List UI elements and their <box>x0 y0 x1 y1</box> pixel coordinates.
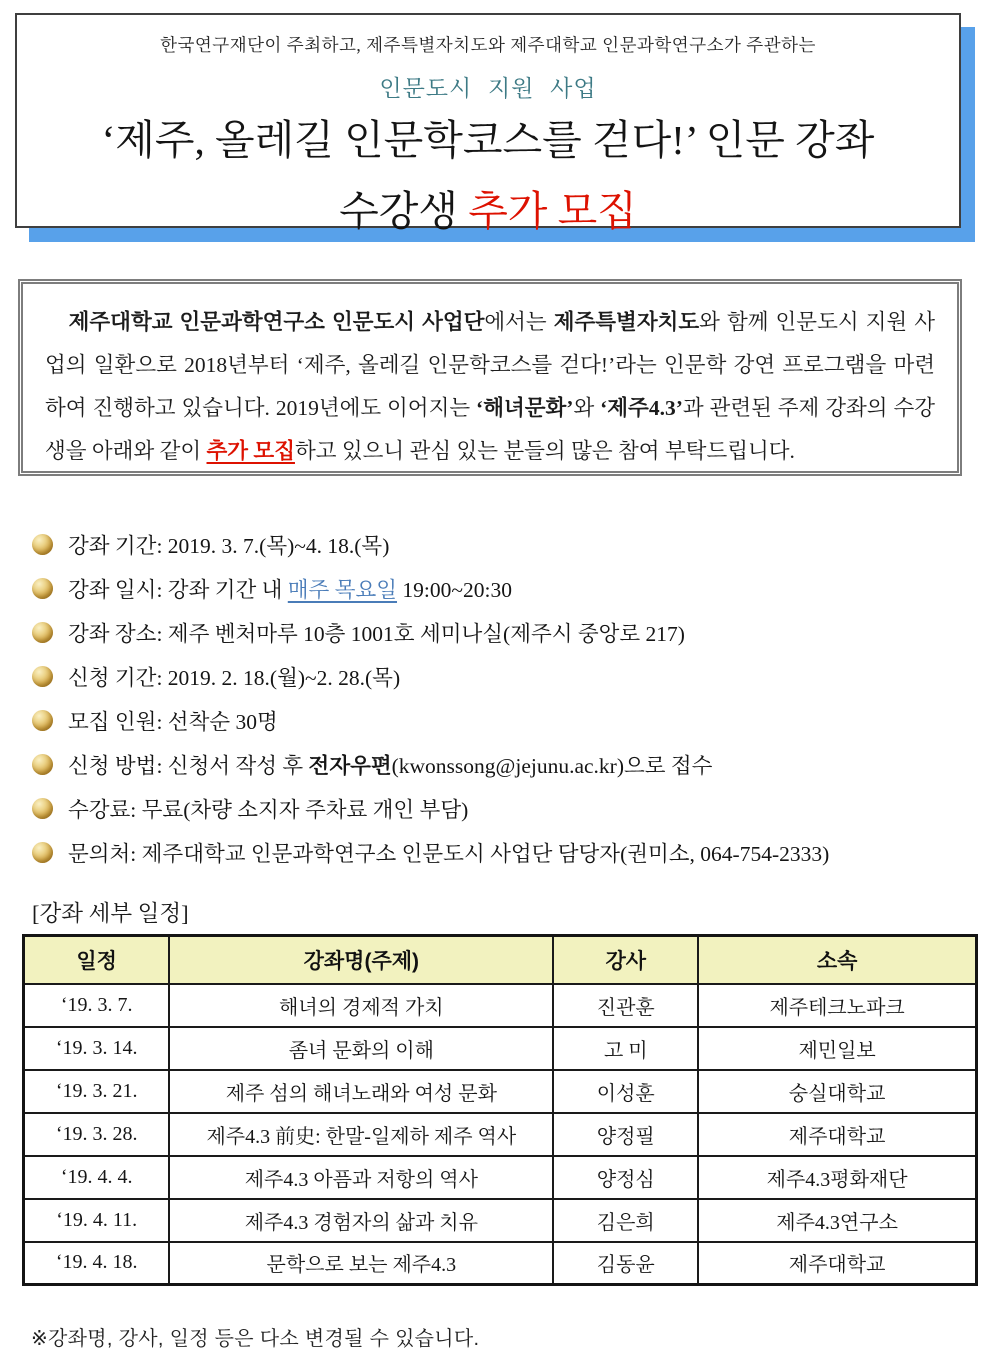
sub-title-red: 추가 모집 <box>468 188 637 234</box>
intro-segment: 제주대학교 인문과학연구소 인문도시 사업단 <box>68 310 485 334</box>
cell-lecturer: 양정필 <box>553 1113 698 1156</box>
cell-date: ‘19. 4. 18. <box>24 1242 170 1285</box>
table-row <box>24 1199 977 1242</box>
list-item-text: 문의처: 제주대학교 인문과학연구소 인문도시 사업단 담당자(권미소, 064-754-2333) <box>68 841 830 866</box>
gold-sphere-bullet-icon <box>32 534 53 555</box>
list-item-post: (kwonssong@jejunu.ac.kr)으로 접수 <box>391 753 713 778</box>
cell-lecturer: 이성훈 <box>553 1070 698 1113</box>
intro-segment: ‘제주4.3’ <box>600 396 683 420</box>
intro-segment-emphasis: 추가 모집 <box>206 439 295 463</box>
list-item-place <box>32 610 972 654</box>
cell-lecturer: 김은희 <box>553 1199 698 1242</box>
intro-segment: 과 관련된 주제 강좌의 수강생을 아래와 같이 <box>45 396 935 463</box>
cell-affiliation: 제주대학교 <box>698 1113 976 1156</box>
list-item-text <box>68 749 712 780</box>
cell-date: ‘19. 3. 21. <box>24 1070 170 1113</box>
list-item-apply-method <box>32 742 972 786</box>
gold-sphere-bullet-icon <box>32 666 53 687</box>
schedule-section-title: [강좌 세부 일정] <box>32 901 189 926</box>
cell-date: ‘19. 3. 14. <box>24 1027 170 1070</box>
list-item-period <box>32 522 972 566</box>
list-item-text: 신청 기간: 2019. 2. 18.(월)~2. 28.(목) <box>68 665 401 690</box>
list-item-contact <box>32 830 972 874</box>
list-item-datetime <box>32 566 972 610</box>
list-item-fee <box>32 786 972 830</box>
list-item-pre: 신청 방법: 신청서 작성 후 <box>68 753 309 778</box>
table-row <box>24 1156 977 1199</box>
cell-affiliation: 숭실대학교 <box>698 1070 976 1113</box>
cell-date: ‘19. 4. 11. <box>24 1199 170 1242</box>
column-header-lecturer: 강사 <box>553 936 698 984</box>
cell-date: ‘19. 4. 4. <box>24 1156 170 1199</box>
gold-sphere-bullet-icon <box>32 622 53 643</box>
header-banner <box>15 13 961 234</box>
course-info-list <box>32 522 972 874</box>
program-name: 인문도시 지원 사업 <box>379 76 597 101</box>
sub-title-black: 수강생 <box>339 188 469 234</box>
gold-sphere-bullet-icon <box>32 710 53 731</box>
cell-topic: 제주4.3 경험자의 삶과 치유 <box>169 1199 553 1242</box>
list-item-text: 강좌 장소: 제주 벤처마루 10층 1001호 세미나실(제주시 중앙로 217) <box>68 621 685 646</box>
weekday-link[interactable]: 매주 목요일 <box>287 577 398 602</box>
intro-segment: ‘해녀문화’ <box>476 396 574 420</box>
schedule-table <box>22 934 978 1286</box>
table-row <box>24 1113 977 1156</box>
column-header-affiliation: 소속 <box>698 936 976 984</box>
list-item-text: 모집 인원: 선착순 30명 <box>68 709 278 734</box>
cell-affiliation: 제주테크노파크 <box>698 984 976 1027</box>
gold-sphere-bullet-icon <box>32 798 53 819</box>
intro-segment: 에서는 <box>484 310 554 334</box>
email-label: 전자우편 <box>308 753 392 778</box>
cell-topic: 제주4.3 前史: 한말-일제하 제주 역사 <box>169 1113 553 1156</box>
cell-topic: 제주4.3 아픔과 저항의 역사 <box>169 1156 553 1199</box>
cell-affiliation: 제민일보 <box>698 1027 976 1070</box>
intro-segment: 하고 있으니 관심 있는 분들의 많은 참여 부탁드립니다. <box>294 439 795 463</box>
cell-affiliation: 제주4.3평화재단 <box>698 1156 976 1199</box>
cell-date: ‘19. 3. 28. <box>24 1113 170 1156</box>
sub-title <box>17 178 959 237</box>
cell-date: ‘19. 3. 7. <box>24 984 170 1027</box>
table-row <box>24 1070 977 1113</box>
main-title: ‘제주, 올레길 인문학코스를 걷다!’ 인문 강좌 <box>101 117 875 163</box>
cell-lecturer: 진관훈 <box>553 984 698 1027</box>
list-item-apply-period <box>32 654 972 698</box>
cell-topic: 제주 섬의 해녀노래와 여성 문화 <box>169 1070 553 1113</box>
intro-segment: 와 <box>573 396 601 420</box>
cell-lecturer: 김동윤 <box>553 1242 698 1285</box>
gold-sphere-bullet-icon <box>32 754 53 775</box>
cell-affiliation: 제주대학교 <box>698 1242 976 1285</box>
intro-segment: 와 함께 인문도시 지원 사업의 일환으로 2018년부터 ‘제주, 올레길 인문학코스를 걷다!’라는 인문학 강연 프로그램을 마련하여 진행하고 있습니다. 2019년에도 이어지는 <box>45 310 935 420</box>
table-row <box>24 1242 977 1285</box>
list-item-text: 강좌 기간: 2019. 3. 7.(목)~4. 18.(목) <box>68 533 390 558</box>
intro-paragraph <box>45 301 935 473</box>
table-row <box>24 1027 977 1070</box>
cell-affiliation: 제주4.3연구소 <box>698 1199 976 1242</box>
column-header-date: 일정 <box>24 936 170 984</box>
change-disclaimer-note: ※강좌명, 강사, 일정 등은 다소 변경될 수 있습니다. <box>31 1328 480 1350</box>
intro-box <box>18 279 962 476</box>
table-row <box>24 984 977 1027</box>
column-header-topic: 강좌명(주제) <box>169 936 553 984</box>
intro-segment: 제주특별자치도 <box>553 310 700 334</box>
organizer-line: 한국연구재단이 주최하고, 제주특별자치도와 제주대학교 인문과학연구소가 주관하는 <box>160 35 816 55</box>
table-header-row <box>24 936 977 984</box>
gold-sphere-bullet-icon <box>32 842 53 863</box>
list-item-text <box>68 573 512 604</box>
list-item-capacity <box>32 698 972 742</box>
gold-sphere-bullet-icon <box>32 578 53 599</box>
cell-topic: 해녀의 경제적 가치 <box>169 984 553 1027</box>
cell-topic: 문학으로 보는 제주4.3 <box>169 1242 553 1285</box>
list-item-post: 19:00~20:30 <box>397 577 512 602</box>
list-item-text: 수강료: 무료(차량 소지자 주차료 개인 부담) <box>68 797 469 822</box>
cell-topic: 좀녀 문화의 이해 <box>169 1027 553 1070</box>
cell-lecturer: 고 미 <box>553 1027 698 1070</box>
list-item-pre: 강좌 일시: 강좌 기간 내 <box>68 577 288 602</box>
cell-lecturer: 양정심 <box>553 1156 698 1199</box>
